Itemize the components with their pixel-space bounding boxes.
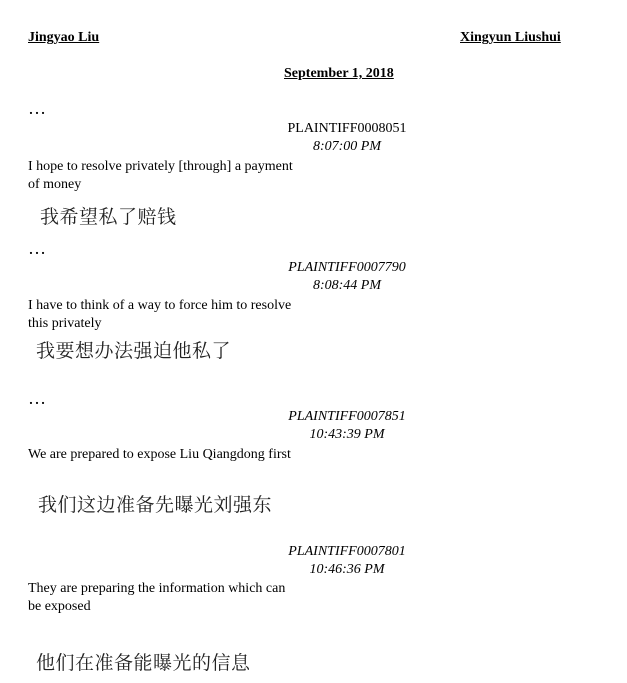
message-timestamp (277, 259, 417, 295)
message-timestamp (277, 408, 417, 444)
chinese-original: 他们在准备能曝光的信息 (36, 652, 251, 674)
message-timestamp (277, 543, 417, 579)
bates-number: PLAINTIFF0008051 (287, 121, 407, 136)
ellipsis-marker: … (28, 98, 47, 118)
ellipsis-marker: … (28, 238, 47, 258)
bates-number: PLAINTIFF0007851 (288, 409, 406, 424)
message-time: 8:08:44 PM (312, 278, 382, 293)
document-date: September 1, 2018 (284, 66, 394, 81)
chinese-original: 我们这边准备先曝光刘强东 (38, 494, 273, 516)
ellipsis-marker: … (28, 388, 47, 408)
english-translation: We are prepared to expose Liu Qiangdong first (28, 447, 291, 462)
english-translation: I hope to resolve privately [through] a payment of money (28, 159, 293, 192)
chinese-original: 我要想办法强迫他私了 (36, 340, 232, 362)
bates-number: PLAINTIFF0007790 (288, 260, 406, 275)
message-time: 10:43:39 PM (309, 427, 385, 442)
sender-name-left: Jingyao Liu (28, 30, 100, 45)
message-timestamp (277, 120, 417, 156)
english-translation: They are preparing the information which can be exposed (28, 581, 286, 614)
sender-name-right: Xingyun Liushui (460, 30, 561, 45)
english-translation: I have to think of a way to force him to resolve this privately (28, 298, 292, 331)
message-time: 10:46:36 PM (309, 562, 385, 577)
message-time: 8:07:00 PM (312, 139, 382, 154)
chinese-original: 我希望私了赔钱 (40, 206, 177, 228)
bates-number: PLAINTIFF0007801 (288, 544, 406, 559)
